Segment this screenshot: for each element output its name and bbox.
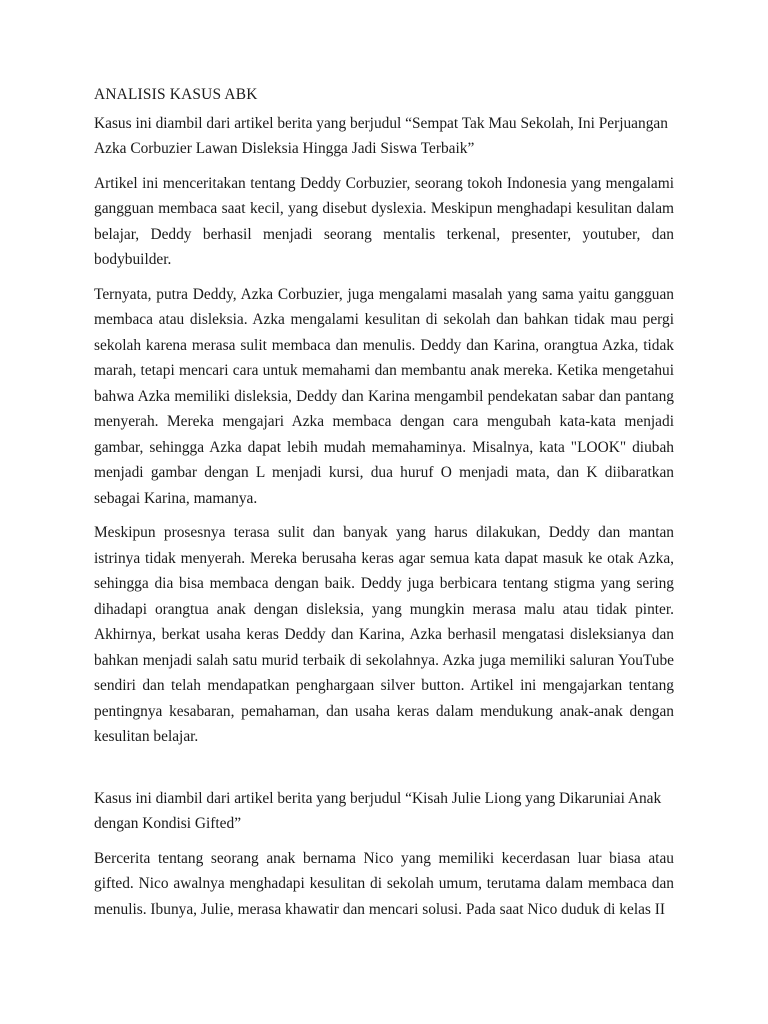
case1-intro: Kasus ini diambil dari artikel berita yang berjudul “Sempat Tak Mau Sekolah, Ini Perjuangan Azka Corbuzier Lawan Disleksia Hingga Jadi Siswa Terbaik”: [94, 114, 668, 157]
case2-paragraph-1: Bercerita tentang seorang anak bernama Nico yang memiliki kecerdasan luar biasa atau gifted. Nico awalnya menghadapi kesulitan di sekolah umum, terutama dalam membaca dan menulis. Ibunya, Julie, merasa khawatir dan mencari solusi. Pada saat Nico duduk di kelas II: [94, 849, 674, 918]
document-page: [94, 82, 674, 931]
case2-intro: Kasus ini diambil dari artikel berita yang berjudul “Kisah Julie Liong yang Dikaruniai Anak dengan Kondisi Gifted”: [94, 789, 662, 832]
case1-paragraph-2: Ternyata, putra Deddy, Azka Corbuzier, juga mengalami masalah yang sama yaitu gangguan membaca atau disleksia. Azka mengalami kesulitan di sekolah dan bahkan tidak mau pergi sekolah karena merasa sulit membaca dan menulis. Deddy dan Karina, orangtua Azka, tidak marah, tetapi mencari cara untuk memahami dan membantu anak mereka. Ketika mengetahui bahwa Azka memiliki disleksia, Deddy dan Karina mengambil pendekatan sabar dan pantang menyerah. Mereka mengajari Azka membaca dengan cara mengubah kata-kata menjadi gambar, sehingga Azka dapat lebih mudah memahaminya. Misalnya, kata "LOOK" diubah menjadi gambar dengan L menjadi kursi, dua huruf O menjadi mata, dan K diibaratkan sebagai Karina, mamanya.: [94, 285, 674, 507]
case1-paragraph-1: Artikel ini menceritakan tentang Deddy Corbuzier, seorang tokoh Indonesia yang mengalami gangguan membaca saat kecil, yang disebut dyslexia. Meskipun menghadapi kesulitan dalam belajar, Deddy berhasil menjadi seorang mentalis terkenal, presenter, youtuber, dan bodybuilder.: [94, 174, 674, 268]
section-gap: [94, 759, 674, 786]
case1-paragraph-3: Meskipun prosesnya terasa sulit dan banyak yang harus dilakukan, Deddy dan mantan istrinya tidak menyerah. Mereka berusaha keras agar semua kata dapat masuk ke otak Azka, sehingga dia bisa membaca dengan baik. Deddy juga berbicara tentang stigma yang sering dihadapi orangtua anak dengan disleksia, yang mungkin merasa malu atau tidak pinter. Akhirnya, berkat usaha keras Deddy dan Karina, Azka berhasil mengatasi disleksianya dan bahkan menjadi salah satu murid terbaik di sekolahnya. Azka juga memiliki saluran YouTube sendiri dan telah mendapatkan penghargaan silver button. Artikel ini mengajarkan tentang pentingnya kesabaran, pemahaman, dan usaha keras dalam mendukung anak-anak dengan kesulitan belajar.: [94, 524, 674, 745]
document-title: ANALISIS KASUS ABK: [94, 86, 258, 103]
